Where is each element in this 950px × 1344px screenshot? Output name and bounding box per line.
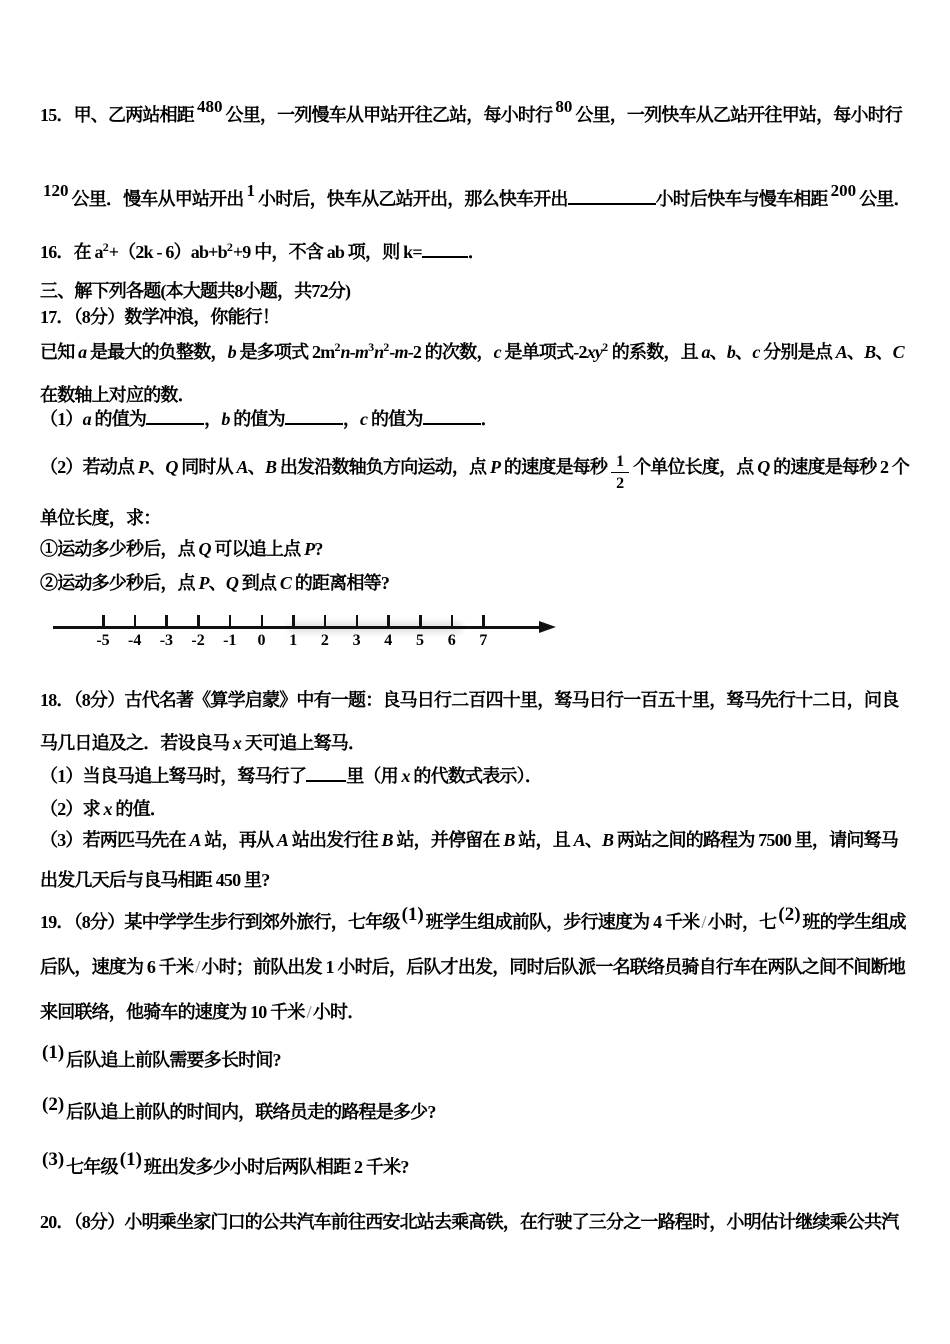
axis-tick-label: 2 [320, 632, 329, 650]
math-variable: c [493, 342, 501, 362]
math-variable: Q [225, 573, 239, 594]
math-variable: B [264, 457, 277, 477]
math-variable: C [892, 342, 904, 362]
axis-tick [165, 615, 168, 627]
math-variable: m [394, 342, 408, 362]
axis-tick [482, 615, 485, 627]
axis-tick [134, 615, 137, 627]
axis-tick-label: -3 [159, 632, 174, 650]
superscript: 2 [334, 340, 341, 354]
math-variable: A [276, 830, 289, 851]
number-line [53, 613, 593, 665]
axis-tick [229, 615, 232, 627]
question-17-subitem-2: ②运动多少秒后，点 P、Q 到点 C 的距离相等? [40, 573, 390, 594]
question-19-part2: (2) 后队追上前队的时间内，联络员走的路程是多少? [42, 1094, 436, 1123]
question-17-title: 17．（8分）数学冲浪，你能行！ [40, 307, 280, 327]
question-17-part1: （1）a 的值为 ，b 的值为 ，c 的值为 ． [40, 404, 912, 434]
question-18-intro: 18．（8分）古代名著《算学启蒙》中有一题：良马日行二百四十里，驽马日行一百五十里，驽马先行十二日，问良马几日追及之．若设良马 x 天可追上驽马． [40, 690, 899, 754]
axis-tick-label: 6 [447, 632, 456, 650]
question-20-text: 20．（8分）小明乘坐家门口的公共汽车前往西安北站去乘高铁，在行驶了三分之一路程时，小明估计继续乘公共汽 [40, 1212, 899, 1233]
axis-tick-label: 4 [384, 632, 393, 650]
raised-paren-number: (1) [119, 1149, 142, 1171]
answer-blank [306, 762, 346, 782]
axis-tick-label: -5 [96, 632, 110, 650]
math-variable: xy [586, 342, 603, 362]
unit-slash: / [195, 957, 200, 978]
raised-number: 480 [197, 97, 223, 116]
axis-tick-label: -2 [191, 632, 205, 650]
raised-paren-number: (2) [778, 904, 801, 926]
question-15-text: 15．甲、乙两站相距 480 公里，一列慢车从甲站开往乙站，每小时行 80 公里，一列快车从乙站开往甲站，每小时行120 公里．慢车从甲站开出 1 小时后，快车从乙站开出，那么快车开出 小时后快车与慢车相距 200 公里． [40, 97, 911, 209]
axis-tick [356, 615, 359, 627]
math-variable: m [354, 342, 369, 362]
axis-tick [197, 615, 200, 627]
axis-tick-label: 1 [289, 632, 298, 650]
question-17-intro: 已知 a 是最大的负整数，b 是多项式 $2m^2n-m^3n^2-m-2$ 的次数，c 是单项式$-2xy^2$ 的系数，且 a、b、c 分别是点 A、B、C 在数轴上对应的数． [40, 340, 904, 405]
fraction [611, 452, 629, 493]
axis-tick [387, 615, 390, 627]
math-variable: b [227, 342, 236, 362]
number-line-axis [53, 626, 541, 629]
math-variable: C [279, 573, 292, 594]
math-variable: P [489, 457, 501, 477]
question-18-part1: （1）当良马追上驽马时，驽马行了 里（用 x 的代数式表示）． [40, 760, 912, 792]
math-variable: P [137, 457, 149, 477]
question-17-subitem-1: ①运动多少秒后，点 Q 可以追上点 P? [40, 539, 323, 560]
superscript: 2 [383, 340, 390, 354]
raised-paren-number: (1) [401, 904, 424, 926]
math-variable: B [864, 342, 876, 362]
math-variable: x [232, 733, 242, 754]
number-line-arrow-icon [539, 621, 556, 633]
math-variable: n [374, 342, 384, 362]
question-19-intro: 19．（8分）某中学学生步行到郊外旅行，七年级 (1) 班学生组成前队，步行速度为 4 千米 / 小时，七 (2) 班的学生组成后队，速度为 6 千米 / 小时；前队出发 1 小时后，后队才出发，同时后队派一名联络员骑自行车在两队之间不间断地来回联络，他骑车的速度为 10 千米 / 小时． [40, 904, 906, 1023]
section-3-header: 三、解下列各题(本大题共8小题，共72分) [40, 281, 351, 301]
raised-number: 120 [43, 181, 69, 200]
math-variable: n [340, 342, 350, 362]
superscript: 2 [102, 240, 109, 254]
axis-tick [292, 615, 295, 627]
question-18-part2: （2）求 x 的值． [40, 799, 168, 820]
math-variable: c [360, 409, 368, 429]
math-variable: P [304, 539, 315, 560]
math-variable: B [602, 830, 614, 851]
math-variable: Q [198, 539, 211, 560]
raised-paren-number: (3) [42, 1149, 65, 1171]
unit-slash: / [306, 1002, 311, 1023]
raised-number: 200 [830, 181, 857, 200]
axis-tick-label: 5 [416, 632, 424, 650]
math-variable: Q [165, 457, 178, 477]
raised-paren-number: (2) [42, 1094, 65, 1116]
math-variable: B [381, 830, 393, 851]
raised-paren-number: (1) [42, 1042, 65, 1064]
superscript: 2 [226, 240, 233, 254]
axis-tick-label: -4 [128, 632, 142, 650]
question-19-part1: (1) 后队追上前队需要多长时间? [42, 1042, 281, 1071]
question-19-part3: (3) 七年级 (1) 班出发多少小时后两队相距 2 千米? [42, 1149, 409, 1178]
question-17-part2: （2）若动点 P、Q 同时从 A、B 出发沿数轴负方向运动，点 P 的速度是每秒 $\frac{1}{2}$ 个单位长度，点 Q 的速度是每秒 2 个单位长度，求： [40, 452, 910, 529]
fraction-denominator: 2 [616, 475, 625, 492]
axis-tick-label: -1 [223, 632, 237, 650]
math-variable: A [189, 830, 201, 851]
raised-number: 80 [555, 97, 573, 116]
superscript: 3 [368, 340, 375, 354]
math-variable: x [401, 766, 410, 787]
answer-blank [285, 405, 343, 425]
math-variable: Q [757, 457, 770, 477]
raised-number: 1 [246, 181, 255, 200]
math-variable: a [78, 342, 87, 362]
unit-slash: / [701, 912, 706, 933]
axis-tick [419, 615, 422, 627]
question-16-text: 16．在 $a^2+(2k - 6)ab+b^2+9$ 中，不含 ab 项，则 k= ． [40, 232, 912, 267]
math-variable: A [236, 457, 248, 477]
math-variable: P [198, 573, 209, 594]
math-variable: a [701, 342, 710, 362]
math-variable: b [221, 409, 230, 429]
axis-tick [451, 615, 454, 627]
axis-tick-label: 3 [352, 632, 361, 650]
answer-blank [568, 185, 656, 205]
fraction-numerator: 1 [611, 452, 629, 473]
answer-blank [146, 405, 204, 425]
math-variable: x [103, 799, 112, 820]
math-variable: B [503, 830, 515, 851]
math-variable: A [835, 342, 847, 362]
axis-tick [324, 615, 327, 627]
answer-blank [422, 238, 468, 258]
axis-tick [261, 615, 264, 627]
question-18-part3: （3）若两匹马先在 A 站，再从 A 站出发行往 B 站，并停留在 B 站，且 A、B 两站之间的路程为 7500 里，请问驽马出发几天后与良马相距 450 里? [40, 830, 898, 891]
superscript: 2 [602, 340, 609, 354]
answer-blank [423, 405, 481, 425]
math-variable: c [752, 342, 760, 362]
math-variable: A [573, 830, 585, 851]
math-variable: a [82, 409, 91, 429]
axis-tick [102, 615, 105, 627]
axis-tick-label: 0 [257, 632, 266, 650]
math-variable: b [726, 342, 736, 362]
axis-tick-label: 7 [479, 632, 488, 650]
